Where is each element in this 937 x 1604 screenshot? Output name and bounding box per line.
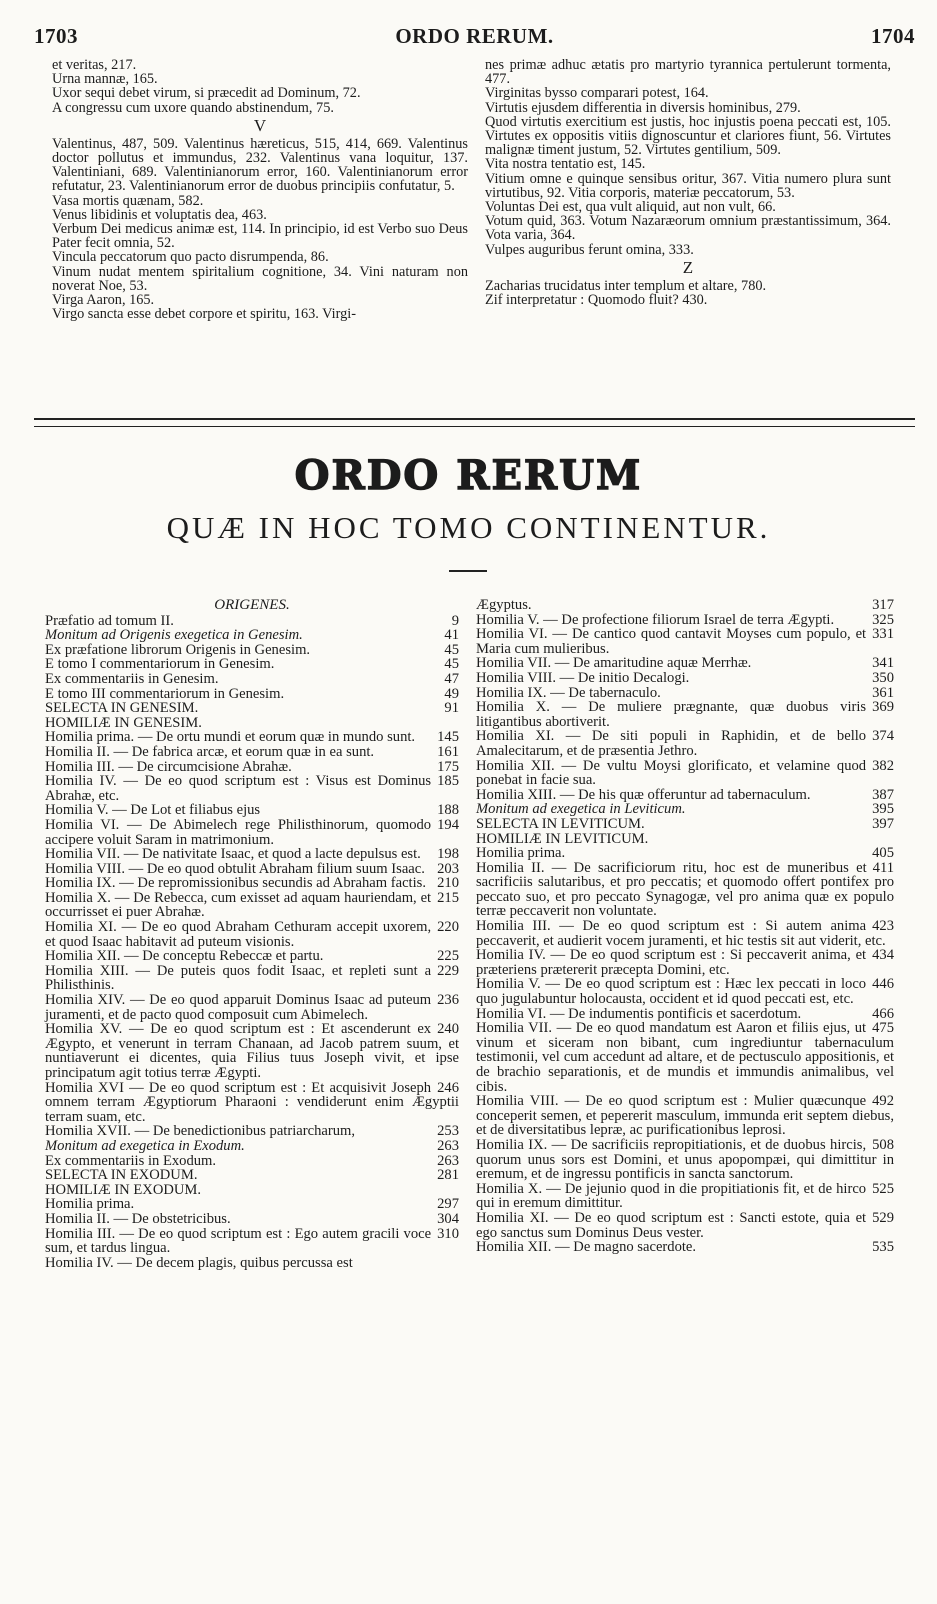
toc-entry-title: Homilia IX. — De sacrificiis repropitiationis, et de duobus hircis, quorum unus sors est Domini, et unus apopompæi, qui dimittitur in eremum, et de ingressu pontificis in sancta sanctorum. — [476, 1136, 894, 1183]
toc-page-number: 475 — [872, 1020, 894, 1037]
toc-page-number: 317 — [872, 597, 894, 613]
toc-entry-title: Homilia II. — De sacrificiorum ritu, hoc est de muneribus et sacrificiis salutaribus, et pro peccatis; et quomodo offert pontifex pro peccato suo, et pro peccato Synagogæ, vel pro anima quæ ex populo terræ peccaverit non voluntate. — [476, 859, 894, 920]
toc-column-left — [45, 598, 459, 1270]
toc-entry — [45, 1124, 459, 1139]
toc-entry-title: Homilia II. — De fabrica arcæ, et eorum quæ in ea sunt. — [45, 743, 375, 760]
toc-entry — [45, 774, 459, 803]
toc-entry — [45, 745, 459, 760]
index-entry: Valentinus, 487, 509. Valentinus hæreticus, 515, 414, 669. Valentinus doctor pollutus et immundus, 232. Valentinus vana loquitur, 137. Valentiniani, 689. Valentinianorum error, 160. Valentinianorum error refutatur, 23. Valentinianorum error de duobus principiis confutatur, 5. — [52, 135, 468, 195]
toc-entry-title: Homilia prima. — De ortu mundi et eorum quæ in mundo sunt. — [45, 729, 416, 746]
toc-page-number: 492 — [872, 1093, 894, 1110]
toc-page-number: 405 — [872, 845, 894, 862]
toc-entry-title: Ex commentariis in Exodum. — [45, 1152, 217, 1169]
toc-entry — [45, 1256, 459, 1271]
index-entry: Vincula peccatorum quo pacto disrumpenda, 86. — [52, 249, 329, 266]
toc-entry — [476, 832, 894, 847]
toc-entry-title: Homilia XV. — De eo quod scriptum est : Et ascenderunt ex Ægypto, et venerunt in terram Chanaan, ad Jacob patrem suum, et nuntiaverunt ei dicentes, quia Filius tuus Joseph vivit, et ipse principatum agit totius terræ Ægypti. — [45, 1021, 459, 1081]
toc-entry-title: Ægyptus. — [476, 597, 532, 613]
toc-entry-title: Homilia XI. — De siti populi in Raphidin, et de bello Amalecitarum, et de præsentia Jethro. — [476, 728, 867, 759]
toc-entry-title: Homilia III. — De circumcisione Abrahæ. — [45, 758, 292, 775]
index-entry: Virginitas bysso comparari potest, 164. — [485, 85, 709, 102]
toc-page-number: 297 — [437, 1196, 459, 1213]
toc-entry — [476, 1240, 894, 1255]
index-entry: Quod virtutis exercitium est justis, hoc injustis poena peccati est, 105. Virtutes ex oppositis vitiis dignoscuntur et clariores fiunt, 56. Virtutes malignæ timent justum, 52. Virtutes gentilium, 509. — [485, 113, 891, 159]
index-entry: et veritas, 217. — [52, 57, 137, 73]
toc-entry — [476, 671, 894, 686]
toc-entry-title: SELECTA IN GENESIM. — [45, 700, 199, 717]
index-entry: Zif interpretatur : Quomodo fluit? 430. — [485, 292, 708, 309]
toc-entry-title: Homilia prima. — [476, 845, 566, 862]
toc-page-number: 263 — [437, 1137, 459, 1154]
toc-page-number: 210 — [437, 875, 459, 892]
toc-entry — [45, 614, 459, 629]
toc-entry — [45, 964, 459, 993]
toc-page-number: 466 — [872, 1005, 894, 1022]
toc-page-number: 508 — [872, 1136, 894, 1153]
toc-entry-title: Homilia V. — De eo quod scriptum est : Hæc lex peccati in loco quo jugulabuntur holocausta, occident et id quod peccati est, etc. — [476, 976, 867, 1008]
toc-page-number: 281 — [437, 1167, 459, 1184]
toc-entry — [476, 613, 894, 628]
toc-entry-title: Homilia X. — De jejunio quod in die propitiationis fit, et de hirco qui in eremum dimittitur. — [476, 1180, 867, 1212]
toc-entry-title: Monitum ad Origenis exegetica in Genesim. — [45, 627, 303, 644]
toc-entry — [45, 657, 459, 672]
toc-entry-title: Homilia IV. — De eo quod scriptum est : Si peccaverit anima, et præteriens prætererit præcepta Domini, etc. — [476, 947, 867, 978]
toc-page-number: 45 — [444, 656, 459, 673]
toc-page-number: 253 — [437, 1123, 459, 1140]
toc-entry — [476, 598, 894, 613]
toc-entry-title: Homilia VII. — De nativitate Isaac, et quod a lacte depulsus est. — [45, 846, 421, 863]
toc-entry-title: Monitum ad exegetica in Exodum. — [45, 1137, 245, 1154]
index-entry: Vasa mortis quænam, 582. — [52, 192, 204, 209]
toc-entry-title: Homilia prima. — [45, 1196, 135, 1213]
toc-page-number: 529 — [872, 1209, 894, 1226]
toc-entry-title: Homilia XIII. — De puteis quos fodit Isaac, et repleti sunt a Philisthinis. — [45, 962, 432, 994]
page-subtitle: QUÆ IN HOC TOMO CONTINENTUR. — [166, 510, 771, 545]
toc-entry — [476, 788, 894, 803]
index-entry: Voluntas Dei est, qua vult aliquid, aut non vult, 66. — [485, 199, 776, 216]
toc-entry — [45, 1197, 459, 1212]
toc-column-right — [476, 598, 894, 1255]
index-letter: Z — [682, 257, 694, 277]
index-entry: Vinum nudat mentem spiritalium cognitione, 34. Vini naturam non noverat Noe, 53. — [52, 263, 468, 294]
toc-page-number: 423 — [872, 918, 894, 935]
toc-entry — [476, 1007, 894, 1022]
toc-entry — [476, 802, 894, 817]
toc-page-number: 369 — [872, 699, 894, 716]
toc-page-number: 194 — [437, 816, 459, 833]
index-entry: Virtutis ejusdem differentia in diversis hominibus, 279. — [485, 99, 801, 116]
toc-entry — [45, 920, 459, 949]
toc-entry — [45, 1168, 459, 1183]
toc-page-number: 225 — [437, 948, 459, 965]
toc-entry — [476, 1021, 894, 1094]
toc-page-number: 341 — [872, 655, 894, 672]
toc-entry — [476, 700, 894, 729]
toc-page-number: 91 — [444, 700, 459, 717]
toc-entry-title: Ex commentariis in Genesim. — [45, 670, 219, 687]
toc-page-number: 411 — [872, 859, 894, 876]
toc-entry — [45, 672, 459, 687]
page-number-right: 1704 — [871, 24, 915, 48]
toc-page-number: 304 — [437, 1210, 459, 1227]
toc-page-number: 188 — [437, 802, 459, 819]
index-entry: Zacharias trucidatus inter templum et altare, 780. — [485, 277, 767, 294]
index-entry: Vulpes auguribus ferunt omina, 333. — [485, 241, 694, 258]
toc-page-number: 49 — [444, 685, 459, 702]
toc-entry-title: Homilia IV. — De eo quod scriptum est : Visus est Dominus Abrahæ, etc. — [45, 773, 432, 804]
index-entry: Verbum Dei medicus animæ est, 114. In principio, id est Verbo suo Deus Pater fecit omnia, 52. — [52, 221, 468, 252]
toc-entry-title: Homilia XIV. — De eo quod apparuit Dominus Isaac ad puteum juramenti, et de pacto quod composuit cum Abimelech. — [45, 992, 432, 1023]
toc-entry-title: E tomo I commentariorum in Genesim. — [45, 656, 275, 673]
toc-entry — [45, 993, 459, 1022]
toc-entry — [45, 847, 459, 862]
toc-entry-title: Homilia III. — De eo quod scriptum est : Si autem anima peccaverit, et audierit vocem juramenti, et hic testis sit aut viderit, etc. — [476, 918, 886, 949]
toc-entry — [45, 818, 459, 847]
toc-entry-title: Homilia VIII. — De eo quod obtulit Abraham filium suum Isaac. — [45, 860, 425, 877]
toc-entry-title: Homilia XII. — De vultu Moysi glorificato, et velamine quod ponebat in facie sua. — [476, 757, 867, 789]
toc-entry-title: Homilia X. — De muliere prægnante, quæ duobus viris litigantibus abortiverit. — [476, 699, 867, 730]
toc-entry-title: Homilia X. — De Rebecca, cum exisset ad aquam hauriendam, et occurrisset ei puer Abrahæ. — [45, 889, 432, 921]
toc-entry-title: Homilia VIII. — De initio Decalogi. — [476, 669, 690, 686]
toc-page-number: 397 — [872, 815, 894, 832]
toc-page-number: 246 — [437, 1079, 459, 1096]
toc-page-number: 387 — [872, 786, 894, 803]
toc-page-number: 331 — [872, 626, 894, 643]
toc-page-number: 535 — [872, 1239, 894, 1256]
toc-entry-title: Homilia XIII. — De his quæ offeruntur ad tabernaculum. — [476, 786, 811, 803]
toc-entry — [45, 1212, 459, 1227]
toc-entry — [45, 1154, 459, 1169]
toc-author: ORIGENES. — [214, 597, 290, 613]
toc-entry — [45, 876, 459, 891]
toc-entry — [476, 948, 894, 977]
toc-entry — [476, 627, 894, 656]
toc-page-number: 310 — [437, 1225, 459, 1242]
toc-entry-title: Homilia III. — De eo quod scriptum est : Ego autem gracili voce sum, et tardus lingua. — [45, 1225, 432, 1257]
toc-entry-title: HOMILIÆ IN EXODUM. — [45, 1181, 202, 1198]
toc-entry — [45, 643, 459, 658]
toc-entry — [476, 977, 894, 1006]
toc-entry-title: Homilia XII. — De conceptu Rebeccæ et partu. — [45, 948, 324, 965]
toc-entry-title: SELECTA IN LEVITICUM. — [476, 815, 645, 832]
index-column-right — [485, 58, 891, 307]
toc-entry — [45, 628, 459, 643]
toc-page-number: 525 — [872, 1180, 894, 1197]
toc-entry — [45, 1022, 459, 1080]
toc-entry — [476, 656, 894, 671]
index-entry: Vitium omne e quinque sensibus oritur, 367. Vitia numero plura sunt virtutibus, 92. Vitia corporis, materiæ peccatorum, 53. — [485, 170, 891, 201]
toc-entry-title: Homilia XVII. — De benedictionibus patriarcharum, — [45, 1123, 356, 1140]
toc-entry-title: Monitum ad exegetica in Leviticum. — [476, 801, 686, 818]
toc-entry-title: Homilia V. — De profectione filiorum Israel de terra Ægypti. — [476, 611, 835, 628]
toc-entry — [45, 891, 459, 920]
toc-entry-title: Homilia VI. — De Abimelech rege Philisthinorum, quomodo accipere voluit Saram in matrimonium. — [45, 816, 432, 848]
toc-entry-title: Homilia XI. — De eo quod Abraham Cethuram accepit uxorem, et quod Isaac habitavit ad puteum visionis. — [45, 919, 432, 950]
toc-page-number: 47 — [444, 670, 459, 687]
toc-entry-title: Homilia IV. — De decem plagis, quibus percussa est — [45, 1254, 353, 1271]
toc-entry — [476, 1211, 894, 1240]
toc-entry-title: Homilia II. — De obstetricibus. — [45, 1210, 231, 1227]
toc-entry-title: SELECTA IN EXODUM. — [45, 1167, 198, 1184]
toc-page-number: 229 — [437, 962, 459, 979]
toc-entry — [45, 1183, 459, 1198]
toc-page-number: 185 — [437, 773, 459, 790]
toc-page-number: 395 — [872, 801, 894, 818]
toc-entry — [45, 1081, 459, 1125]
toc-entry-title: Homilia VII. — De eo quod mandatum est Aaron et filiis ejus, ut vinum et siceram non bibant, cum ingrediuntur tabernaculum testimonii, vel cum accedunt ad altare, et de pectusculo appositionis, et de brachio separationis, et de mundis et immundis animalibus, vel cibis. — [476, 1020, 894, 1095]
toc-entry-title: HOMILIÆ IN GENESIM. — [45, 714, 202, 731]
toc-entry — [45, 803, 459, 818]
running-title: ORDO RERUM. — [395, 24, 554, 48]
toc-entry — [476, 1182, 894, 1211]
toc-page-number: 198 — [437, 846, 459, 863]
toc-entry-title: Homilia VII. — De amaritudine aquæ Merrhæ. — [476, 655, 752, 672]
toc-entry — [45, 687, 459, 702]
toc-entry — [476, 817, 894, 832]
toc-entry — [476, 861, 894, 919]
toc-page-number: 374 — [872, 728, 894, 745]
index-entry: Virga Aaron, 165. — [52, 292, 155, 309]
index-entry: Votum quid, 363. Votum Nazaræorum omnium præstantissimum, 364. Vota varia, 364. — [485, 213, 891, 244]
toc-page-number: 325 — [872, 611, 894, 628]
toc-page-number: 236 — [437, 992, 459, 1009]
toc-page-number: 382 — [872, 757, 894, 774]
section-separator — [34, 418, 915, 427]
toc-page-number: 41 — [444, 627, 459, 644]
toc-entry — [45, 760, 459, 775]
toc-entry-title: Ex præfatione librorum Origenis in Genesim. — [45, 641, 311, 658]
running-header — [34, 24, 915, 50]
toc-page-number: 215 — [437, 889, 459, 906]
toc-entry-title: Homilia IX. — De tabernaculo. — [476, 684, 661, 701]
toc-page-number: 350 — [872, 669, 894, 686]
title-rule — [449, 570, 487, 572]
toc-entry — [45, 1139, 459, 1154]
toc-page-number: 240 — [437, 1021, 459, 1038]
toc-page-number: 145 — [437, 729, 459, 746]
index-entry: A congressu cum uxore quando abstinendum, 75. — [52, 99, 334, 116]
toc-entry — [45, 701, 459, 716]
index-entry: Venus libidinis et voluptatis dea, 463. — [52, 206, 267, 223]
index-entry: Virgo sancta esse debet corpore et spiritu, 163. Virgi- — [52, 306, 357, 323]
toc-entry — [476, 729, 894, 758]
page-number-left: 1703 — [34, 24, 78, 48]
toc-entry-title: HOMILIÆ IN LEVITICUM. — [476, 830, 649, 847]
toc-page-number: 361 — [872, 684, 894, 701]
index-entry: nes primæ adhuc ætatis pro martyrio tyrannica pertulerunt tormenta, 477. — [485, 57, 891, 88]
index-entry: Uxor sequi debet virum, si præcedit ad Dominum, 72. — [52, 85, 361, 102]
page-title: ORDO RERUM — [294, 452, 643, 499]
toc-entry — [476, 919, 894, 948]
toc-entry — [45, 716, 459, 731]
toc-entry — [45, 949, 459, 964]
toc-page-number: 161 — [437, 743, 459, 760]
toc-entry — [476, 1138, 894, 1182]
toc-entry — [476, 846, 894, 861]
toc-entry-title: Homilia VIII. — De eo quod scriptum est : Mulier quæcunque conceperit semen, et pepererit masculum, immunda erit septem diebus, et de diversitatibus lepræ, ac purificationibus leprosi. — [476, 1093, 894, 1139]
toc-entry — [476, 759, 894, 788]
toc-entry — [45, 862, 459, 877]
toc-entry-title: Homilia VI. — De cantico quod cantavit Moyses cum populo, et Maria cum mulieribus. — [476, 626, 867, 657]
toc-page-number: 45 — [444, 641, 459, 658]
toc-page-number: 220 — [437, 919, 459, 936]
toc-entry — [476, 686, 894, 701]
toc-entry-title: Homilia V. — De Lot et filiabus ejus — [45, 802, 261, 819]
toc-page-number: 446 — [872, 976, 894, 993]
index-column-left — [52, 58, 468, 321]
toc-entry-title: Homilia XVI — De eo quod scriptum est : Et acquisivit Joseph omnem terram Ægyptiorum Pharaoni : vendiderunt enim Ægyptii terram suam, etc. — [45, 1079, 459, 1125]
toc-entry-title: E tomo III commentariorum in Genesim. — [45, 685, 285, 702]
toc-entry-title: Homilia XI. — De eo quod scriptum est : Sancti estote, quia et ego sanctus sum Dominus Deus vester. — [476, 1209, 867, 1241]
toc-page-number: 9 — [451, 612, 459, 629]
index-entry: Vita nostra tentatio est, 145. — [485, 156, 646, 173]
toc-entry-title: Homilia IX. — De repromissionibus secundis ad Abraham factis. — [45, 875, 426, 892]
toc-entry-title: Præfatio ad tomum II. — [45, 612, 174, 629]
toc-entry — [45, 1227, 459, 1256]
toc-page-number: 175 — [437, 758, 459, 775]
toc-entry — [45, 730, 459, 745]
toc-page-number: 203 — [437, 860, 459, 877]
index-letter: V — [253, 115, 267, 135]
index-entry: Urna mannæ, 165. — [52, 71, 158, 88]
toc-page-number: 434 — [872, 947, 894, 964]
toc-entry — [476, 1094, 894, 1138]
toc-entry-title: Homilia XII. — De magno sacerdote. — [476, 1239, 697, 1256]
toc-entry-title: Homilia VI. — De indumentis pontificis et sacerdotum. — [476, 1005, 802, 1022]
toc-page-number: 263 — [437, 1152, 459, 1169]
